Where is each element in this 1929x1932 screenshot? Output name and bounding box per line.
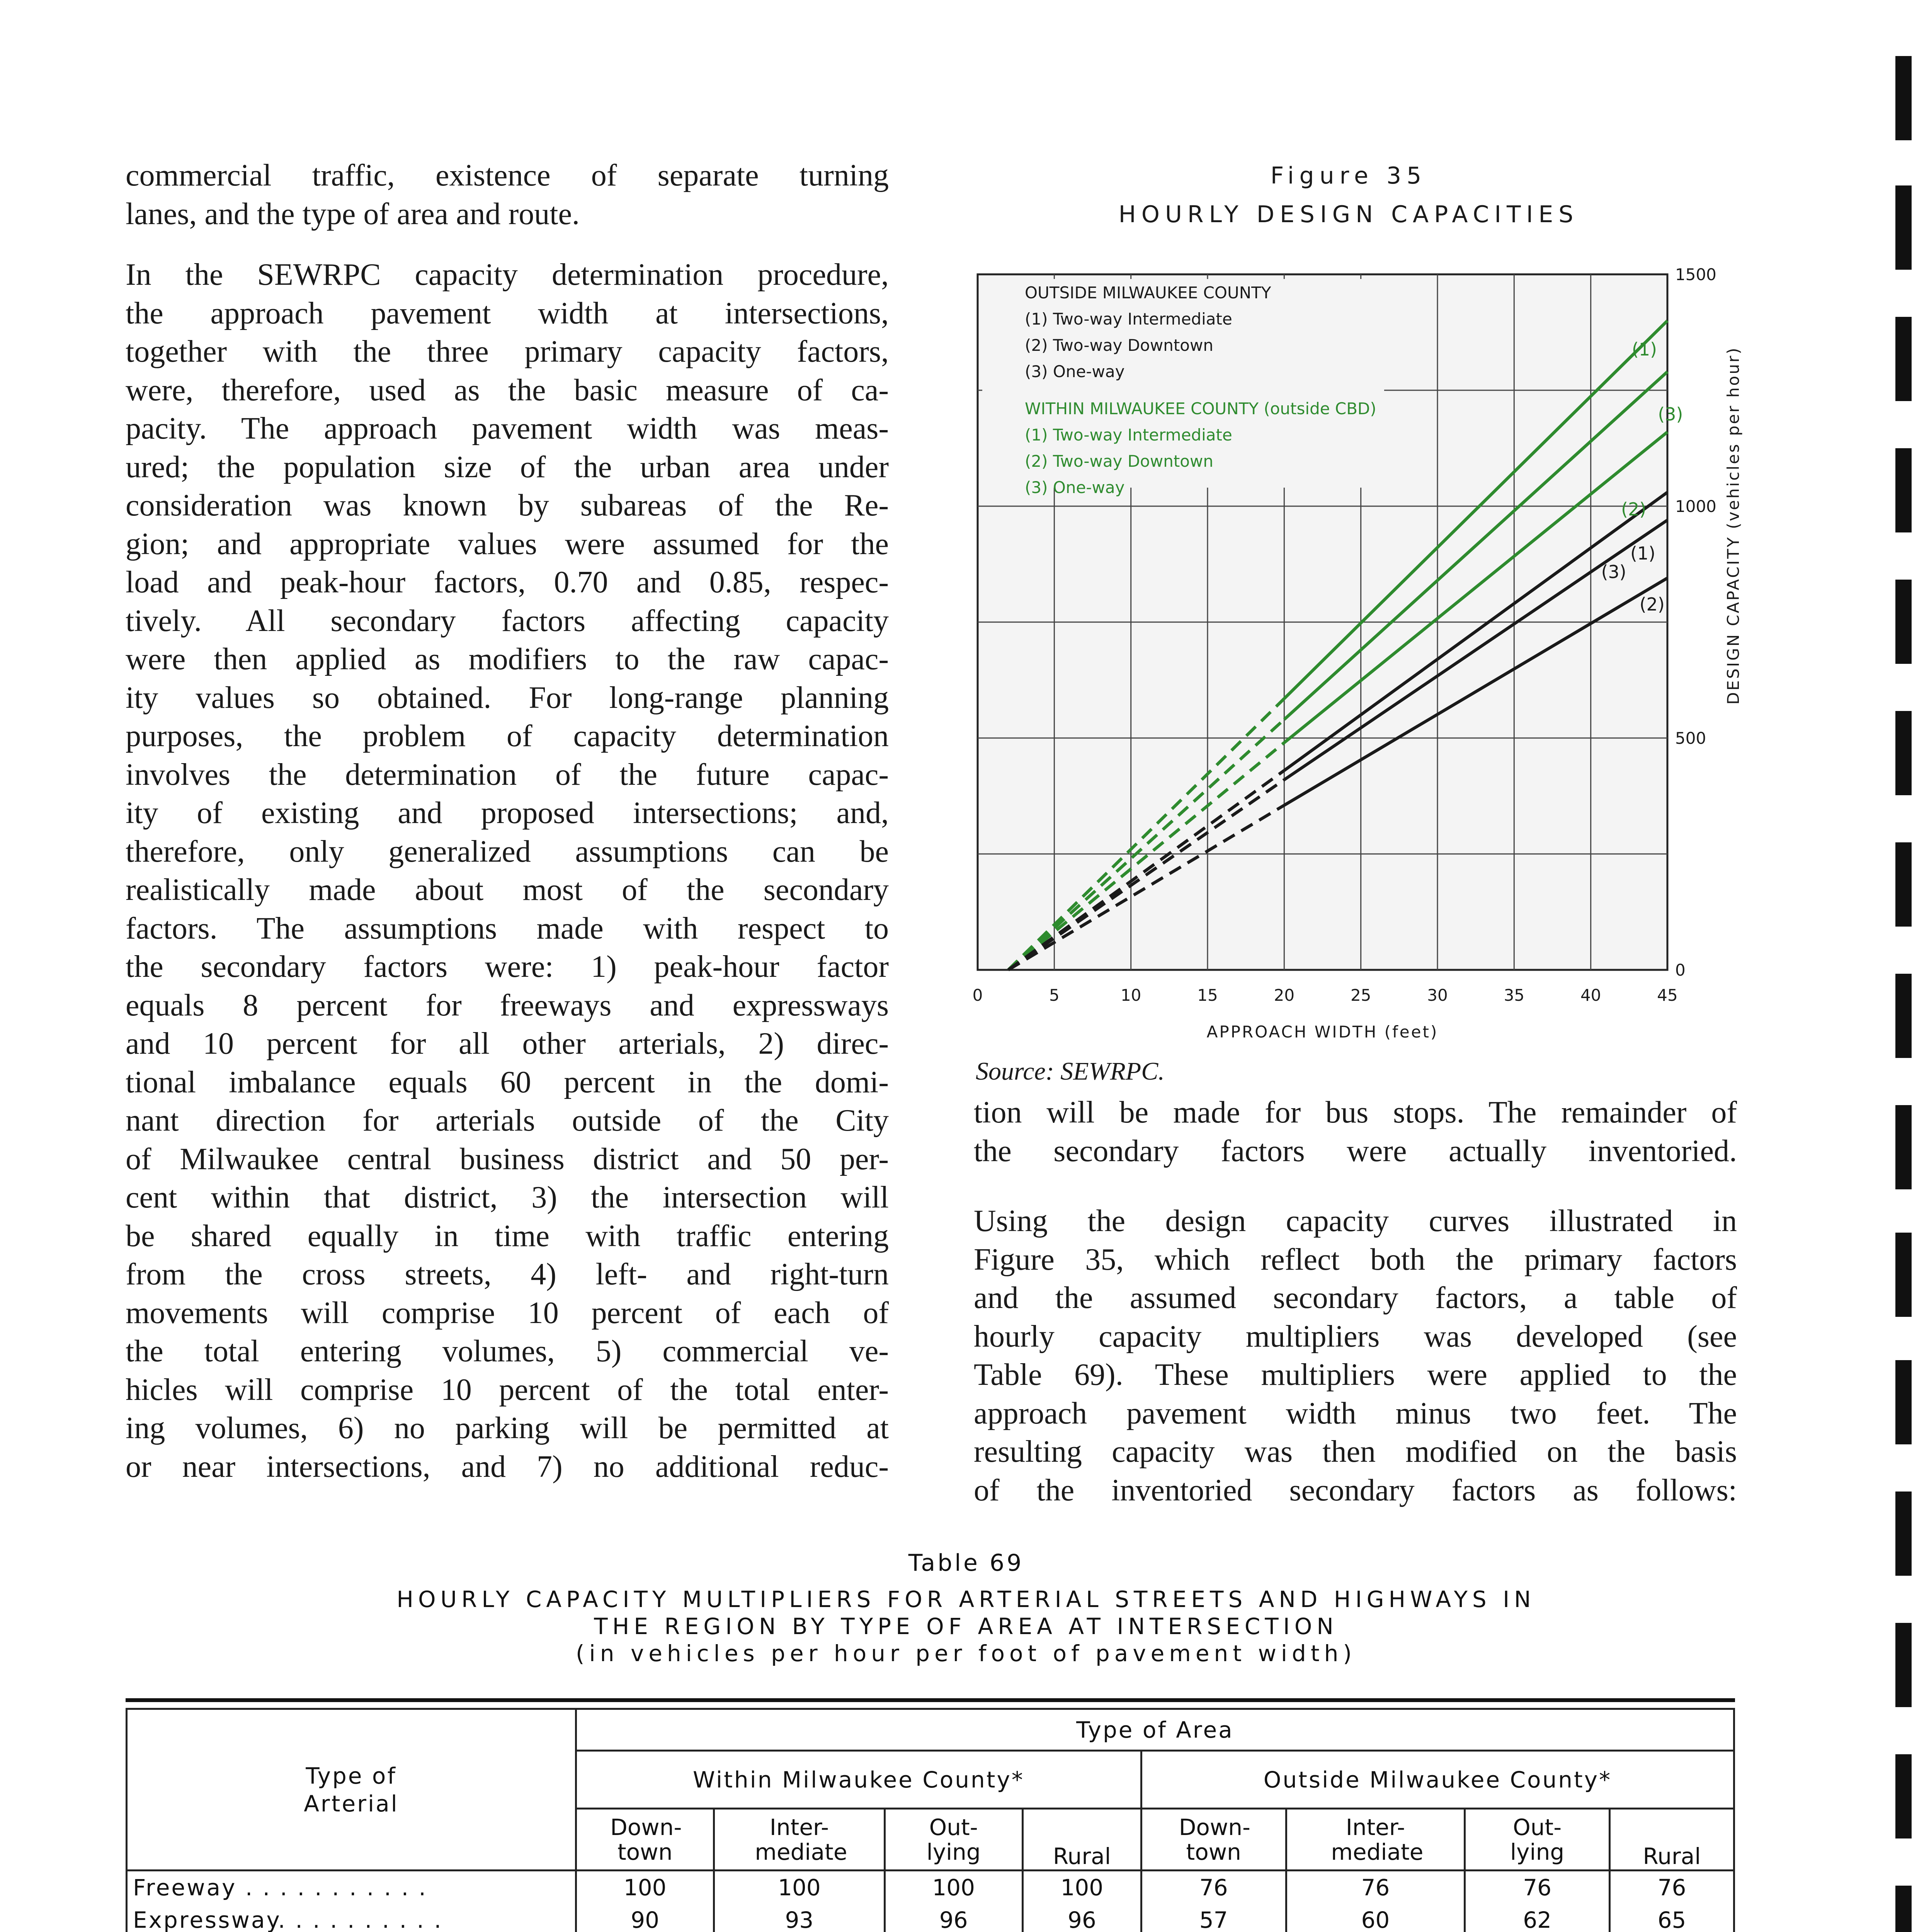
text-line: the secondary factors were actually inventoried. <box>974 1134 1737 1168</box>
x-tick-label: 15 <box>1197 986 1218 1005</box>
x-tick-label: 30 <box>1427 986 1448 1005</box>
text-line: consideration was known by subareas of the Re- <box>126 488 889 522</box>
binding-mark <box>1895 317 1912 401</box>
legend-entry: WITHIN MILWAUKEE COUNTY (outside CBD) <box>1025 399 1376 418</box>
legend-entry: (3) One-way <box>1025 362 1125 381</box>
text-line: approach pavement width minus two feet. The <box>974 1396 1737 1430</box>
table-cell: 100 <box>885 1871 1022 1904</box>
row-header: Type of Arterial <box>304 1762 399 1817</box>
text-line: purposes, the problem of capacity determination <box>126 719 889 753</box>
x-tick-label: 5 <box>1049 986 1060 1005</box>
binding-mark <box>1895 448 1912 532</box>
table-title-line: (in vehicles per hour per foot of pavement width) <box>576 1640 1356 1667</box>
capacity-chart <box>958 255 1808 1051</box>
table-label: Table 69 <box>908 1549 1024 1577</box>
text-line: resulting capacity was then modified on the basis <box>974 1435 1737 1469</box>
table-cell: 62 <box>1465 1904 1610 1932</box>
table-row <box>127 1904 1734 1932</box>
sub-header <box>1286 1809 1465 1871</box>
table-cell: 90 <box>576 1904 714 1932</box>
sub-header <box>1465 1809 1610 1871</box>
text-line: movements will comprise 10 percent of each of <box>126 1296 889 1330</box>
text-line: hicles will comprise 10 percent of the total enter- <box>126 1372 889 1407</box>
binding-mark <box>1895 974 1912 1058</box>
x-tick-label: 40 <box>1580 986 1601 1005</box>
text-line: Table 69). These multipliers were applied to the <box>974 1358 1737 1392</box>
x-tick-label: 45 <box>1657 986 1678 1005</box>
text-line: or near intersections, and 7) no additional reduc- <box>126 1449 889 1484</box>
binding-mark <box>1895 185 1912 270</box>
sub-header-label: Down- town <box>1179 1814 1250 1865</box>
sub-header: Rural <box>1609 1809 1734 1871</box>
text-line: pacity. The approach pavement width was meas- <box>126 412 889 446</box>
text-line: involves the determination of the future capac- <box>126 757 889 792</box>
text-line: nant direction for arterials outside of the City <box>126 1104 889 1138</box>
table-cell: 100 <box>1022 1871 1141 1904</box>
table-cell: 76 <box>1465 1871 1610 1904</box>
row-header-cell <box>127 1709 576 1871</box>
text-line: ing volumes, 6) no parking will be permitted at <box>126 1411 889 1445</box>
figure-label: Figure 35 <box>1270 162 1427 189</box>
text-line: of Milwaukee central business district and 50 per- <box>126 1142 889 1176</box>
text-line: commercial traffic, existence of separate turning <box>126 158 889 192</box>
table-top-rule <box>126 1698 1735 1702</box>
binding-mark <box>1895 711 1912 795</box>
text-line: ity values so obtained. For long-range planning <box>126 680 889 715</box>
text-line: together with the three primary capacity factors, <box>126 335 889 369</box>
text-line: factors. The assumptions made with respect to <box>126 911 889 946</box>
sub-header <box>714 1809 885 1871</box>
legend-entry: (2) Two-way Downtown <box>1025 452 1213 471</box>
table-cell: 76 <box>1609 1871 1734 1904</box>
table-cell: 100 <box>576 1871 714 1904</box>
sub-header <box>576 1809 714 1871</box>
y-tick-label: 0 <box>1675 961 1686 980</box>
table-cell: 96 <box>885 1904 1022 1932</box>
figure-title: HOURLY DESIGN CAPACITIES <box>1118 201 1579 228</box>
text-line: Using the design capacity curves illustrated in <box>974 1204 1737 1238</box>
within-county-header: Within Milwaukee County* <box>576 1751 1141 1809</box>
text-line: therefore, only generalized assumptions can be <box>126 834 889 869</box>
text-line: ity of existing and proposed intersections; and, <box>126 796 889 830</box>
legend-entry: (3) One-way <box>1025 478 1125 497</box>
series-label: (3) <box>1601 561 1626 582</box>
table-cell: 65 <box>1609 1904 1734 1932</box>
text-line: equals 8 percent for freeways and expressways <box>126 988 889 1022</box>
capacity-multiplier-table <box>126 1708 1735 1932</box>
table-cell: 57 <box>1141 1904 1286 1932</box>
text-line: of the inventoried secondary factors as follows: <box>974 1473 1737 1507</box>
series-label: (3) <box>1658 404 1683 425</box>
sub-header-label: Inter- mediate <box>755 1814 847 1865</box>
outside-county-header: Outside Milwaukee County* <box>1141 1751 1734 1809</box>
text-line: In the SEWRPC capacity determination procedure, <box>126 258 889 292</box>
x-tick-label: 0 <box>972 986 983 1005</box>
legend-entry: (1) Two-way Intermediate <box>1025 425 1232 444</box>
sub-header-label: Out- lying <box>926 1814 981 1865</box>
text-line: and 10 percent for all other arterials, 2) direc- <box>126 1027 889 1061</box>
y-axis-label: DESIGN CAPACITY (vehicles per hour) <box>1724 346 1743 705</box>
table-title-line: THE REGION BY TYPE OF AREA AT INTERSECTION <box>594 1613 1338 1639</box>
legend-entry: OUTSIDE MILWAUKEE COUNTY <box>1025 283 1271 302</box>
x-tick-label: 35 <box>1504 986 1525 1005</box>
sub-header-label: Inter- mediate <box>1331 1814 1424 1865</box>
table-cell: 76 <box>1286 1871 1465 1904</box>
series-label: (2) <box>1639 594 1665 615</box>
text-line: the secondary factors were: 1) peak-hour factor <box>126 950 889 984</box>
table-cell: 76 <box>1141 1871 1286 1904</box>
x-tick-label: 20 <box>1274 986 1295 1005</box>
row-label: Expressway. . . . . . . . . . <box>127 1904 576 1932</box>
series-label: (1) <box>1630 543 1656 564</box>
text-line: from the cross streets, 4) left- and right-turn <box>126 1257 889 1291</box>
x-tick-label: 25 <box>1350 986 1371 1005</box>
text-line: hourly capacity multipliers was developed (see <box>974 1319 1737 1354</box>
text-line: lanes, and the type of area and route. <box>126 197 580 231</box>
binding-mark <box>1895 580 1912 664</box>
binding-mark <box>1895 56 1912 140</box>
sub-header-label: Down- town <box>610 1814 682 1865</box>
text-line: be shared equally in time with traffic entering <box>126 1219 889 1253</box>
y-tick-label: 1000 <box>1675 497 1716 516</box>
legend-entry: (1) Two-way Intermediate <box>1025 310 1232 328</box>
binding-mark <box>1895 1233 1912 1317</box>
sub-header <box>1141 1809 1286 1871</box>
text-line: and the assumed secondary factors, a table of <box>974 1281 1737 1315</box>
figure-source: Source: SEWRPC. <box>976 1057 1165 1085</box>
text-line: gion; and appropriate values were assumed for the <box>126 527 889 561</box>
text-line: cent within that district, 3) the intersection will <box>126 1180 889 1214</box>
binding-mark <box>1895 1105 1912 1189</box>
x-axis-label: APPROACH WIDTH (feet) <box>1206 1022 1439 1041</box>
series-label: (1) <box>1631 339 1657 360</box>
text-line: the approach pavement width at intersections, <box>126 296 889 330</box>
text-line: the total entering volumes, 5) commercial ve- <box>126 1334 889 1368</box>
text-line: tional imbalance equals 60 percent in the domi- <box>126 1065 889 1099</box>
text-line: were then applied as modifiers to the raw capac- <box>126 642 889 676</box>
y-tick-label: 500 <box>1675 729 1706 748</box>
y-tick-label: 1500 <box>1675 265 1716 284</box>
text-line: load and peak-hour factors, 0.70 and 0.85, respec- <box>126 565 889 599</box>
sub-header-label: Out- lying <box>1510 1814 1565 1865</box>
table-cell: 100 <box>714 1871 885 1904</box>
right-column-text <box>974 1094 1737 1510</box>
binding-mark <box>1895 1360 1912 1444</box>
table-title-line: HOURLY CAPACITY MULTIPLIERS FOR ARTERIAL STREETS AND HIGHWAYS IN <box>396 1586 1536 1612</box>
binding-mark <box>1895 1886 1912 1932</box>
table-cell: 93 <box>714 1904 885 1932</box>
table-cell: 96 <box>1022 1904 1141 1932</box>
text-line: realistically made about most of the secondary <box>126 873 889 907</box>
text-line: were, therefore, used as the basic measure of ca- <box>126 373 889 407</box>
text-line: Figure 35, which reflect both the primary factors <box>974 1242 1737 1277</box>
left-column-text <box>126 156 889 1486</box>
text-line: tively. All secondary factors affecting capacity <box>126 604 889 638</box>
sub-header: Rural <box>1022 1809 1141 1871</box>
x-tick-label: 10 <box>1120 986 1141 1005</box>
text-line: tion will be made for bus stops. The remainder of <box>974 1095 1737 1129</box>
series-label: (2) <box>1621 499 1647 520</box>
binding-mark <box>1895 1623 1912 1707</box>
legend-entry: (2) Two-way Downtown <box>1025 336 1213 355</box>
text-line: ured; the population size of the urban area under <box>126 450 889 484</box>
binding-mark <box>1895 1754 1912 1838</box>
table-cell: 60 <box>1286 1904 1465 1932</box>
binding-mark <box>1895 1492 1912 1576</box>
type-of-area-header: Type of Area <box>576 1709 1734 1751</box>
binding-mark <box>1895 842 1912 927</box>
sub-header <box>885 1809 1022 1871</box>
table-row <box>127 1871 1734 1904</box>
row-label: Freeway . . . . . . . . . . . <box>127 1871 576 1904</box>
